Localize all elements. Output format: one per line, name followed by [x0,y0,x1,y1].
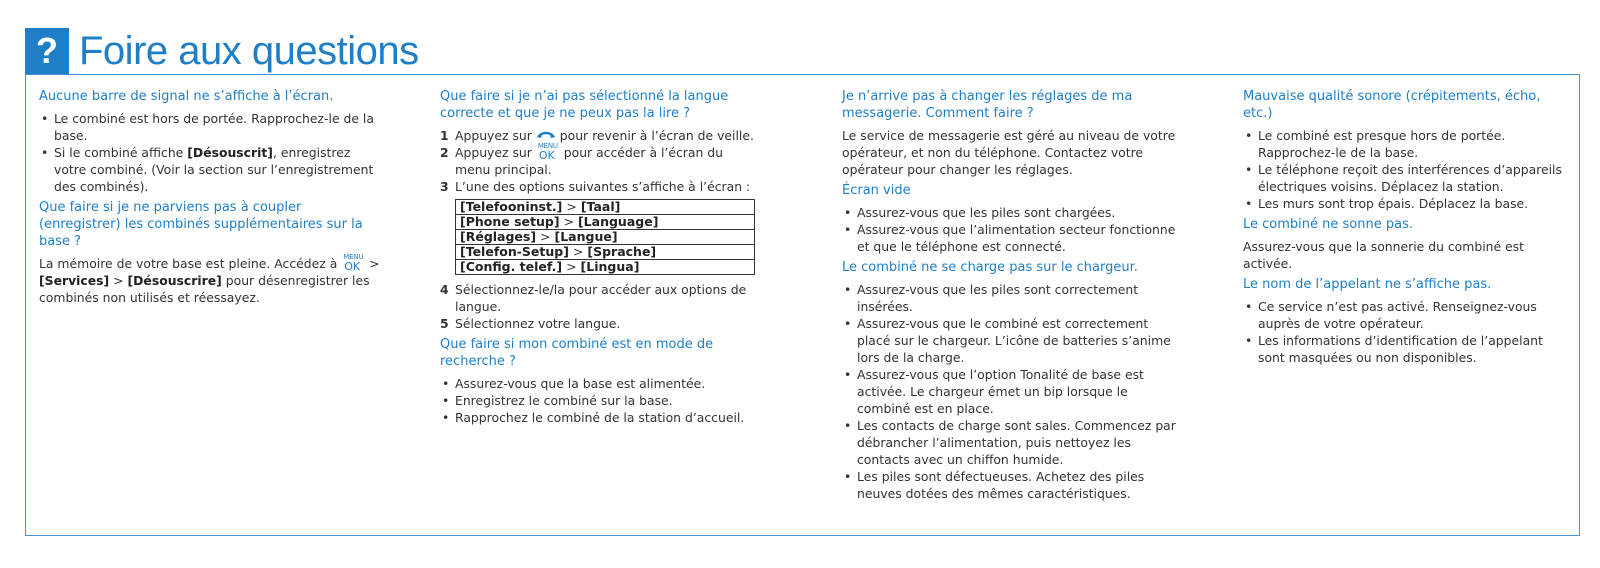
menu-ok-key-icon: MENU OK [537,142,558,162]
list-item: • Le téléphone reçoit des interférences d’appareils électriques voisins. Déplacez la station. [1243,161,1573,195]
step-4: 4 Sélectionnez-le/la pour accéder aux options de langue. [440,282,747,314]
faq-list-blank-screen [842,204,1177,255]
faq-heading-sound-quality: Mauvaise qualité sonore (crépitements, écho, etc.) [1243,89,1541,121]
steps-list [440,127,760,195]
table-row: [Telefooninst.] > [Taal] [456,200,755,215]
faq-answer-no-ring: Assurez-vous que la sonnerie du combiné est activée. [1243,239,1524,271]
faq-heading-caller-id: Le nom de l’appelant ne s’affiche pas. [1243,277,1492,292]
faq-answer-pairing: La mémoire de votre base est pleine. Accédez à MENU OK > [Services] > [Désouscrire] pour désenregistrer les combinés non utilisés et réessayez. [39,253,380,305]
list-item: • Les contacts de charge sont sales. Commencez par débrancher l’alimentation, puis nettoyez les contacts avec un chiffon humide. [842,417,1177,468]
faq-column-1 [39,88,384,310]
list-item: • Les informations d’identification de l’appelant sont masquées ou non disponibles. [1243,332,1573,366]
faq-list-no-signal [39,110,384,195]
list-item: • Le combiné est hors de portée. Rapprochez-le de la base. [39,110,384,144]
list-item: • Assurez-vous que les piles sont chargées. [842,204,1177,221]
faq-heading-no-ring: Le combiné ne sonne pas. [1243,217,1413,232]
language-table [455,199,755,275]
faq-heading-language: Que faire si je n’ai pas sélectionné la langue correcte et que je ne peux pas la lire ? [440,89,729,121]
faq-heading-search-mode: Que faire si mon combiné est en mode de recherche ? [440,337,714,369]
list-item: • Les murs sont trop épais. Déplacez la base. [1243,195,1573,212]
faq-answer-voicemail: Le service de messagerie est géré au niveau de votre opérateur, et non du téléphone. Contactez votre opérateur pour changer les réglages. [842,128,1176,177]
list-item: • Assurez-vous que l’alimentation secteur fonctionne et que le téléphone est connecté. [842,221,1177,255]
list-item: • Les piles sont défectueuses. Achetez des piles neuves dotées des mêmes caractéristiques. [842,468,1177,502]
faq-column-3 [842,88,1177,506]
faq-list-sound-quality [1243,127,1573,212]
list-item: • Assurez-vous que les piles sont correctement insérées. [842,281,1177,315]
page-title: Foire aux questions [79,28,419,73]
faq-list-search-mode [440,375,760,426]
step-1: 1 Appuyez sur pour revenir à l’écran de veille. [440,128,754,143]
list-item: • Assurez-vous que le combiné est correctement placé sur le chargeur. L’icône de batteries s’anime lors de la charge. [842,315,1177,366]
step-3: 3 L’une des options suivantes s’affiche à l’écran : [440,179,751,194]
list-item: • Assurez-vous que la base est alimentée. [440,375,760,392]
faq-heading-no-signal: Aucune barre de signal ne s’affiche à l’écran. [39,89,334,104]
table-row: [Config. telef.] > [Lingua] [456,260,755,275]
steps-list-continued [440,281,760,332]
list-item: • Si le combiné affiche [Désouscrit], enregistrez votre combiné. (Voir la section sur l’enregistrement des combinés). [39,144,384,195]
list-item: • Le combiné est presque hors de portée. Rapprochez-le de la base. [1243,127,1573,161]
table-row: [Telefon-Setup] > [Sprache] [456,245,755,260]
page-header [25,27,419,74]
faq-heading-blank-screen: Écran vide [842,183,911,198]
faq-list-not-charging [842,281,1177,502]
list-item: • Enregistrez le combiné sur la base. [440,392,760,409]
faq-column-2 [440,88,760,430]
list-item: • Rapprochez le combiné de la station d’accueil. [440,409,760,426]
table-row: [Phone setup] > [Language] [456,215,755,230]
faq-heading-pairing: Que faire si je ne parviens pas à coupler (enregistrer) les combinés supplémentaires sur la base ? [39,200,363,249]
faq-heading-not-charging: Le combiné ne se charge pas sur le chargeur. [842,260,1138,275]
step-5: 5 Sélectionnez votre langue. [440,316,621,331]
step-2: 2 Appuyez sur MENU OK pour accéder à l’écran du menu principal. [440,142,723,177]
table-row: [Réglages] > [Langue] [456,230,755,245]
menu-ok-key-icon: MENU OK [343,253,364,273]
list-item: • Assurez-vous que l’option Tonalité de base est activée. Le chargeur émet un bip lorsque le combiné est en place. [842,366,1177,417]
faq-column-4 [1243,88,1573,370]
list-item: • Ce service n’est pas activé. Renseignez-vous auprès de votre opérateur. [1243,298,1573,332]
faq-list-caller-id [1243,298,1573,366]
question-mark-icon: ? [25,28,69,74]
faq-heading-voicemail: Je n’arrive pas à changer les réglages de ma messagerie. Comment faire ? [842,89,1133,121]
end-call-icon [536,129,556,141]
